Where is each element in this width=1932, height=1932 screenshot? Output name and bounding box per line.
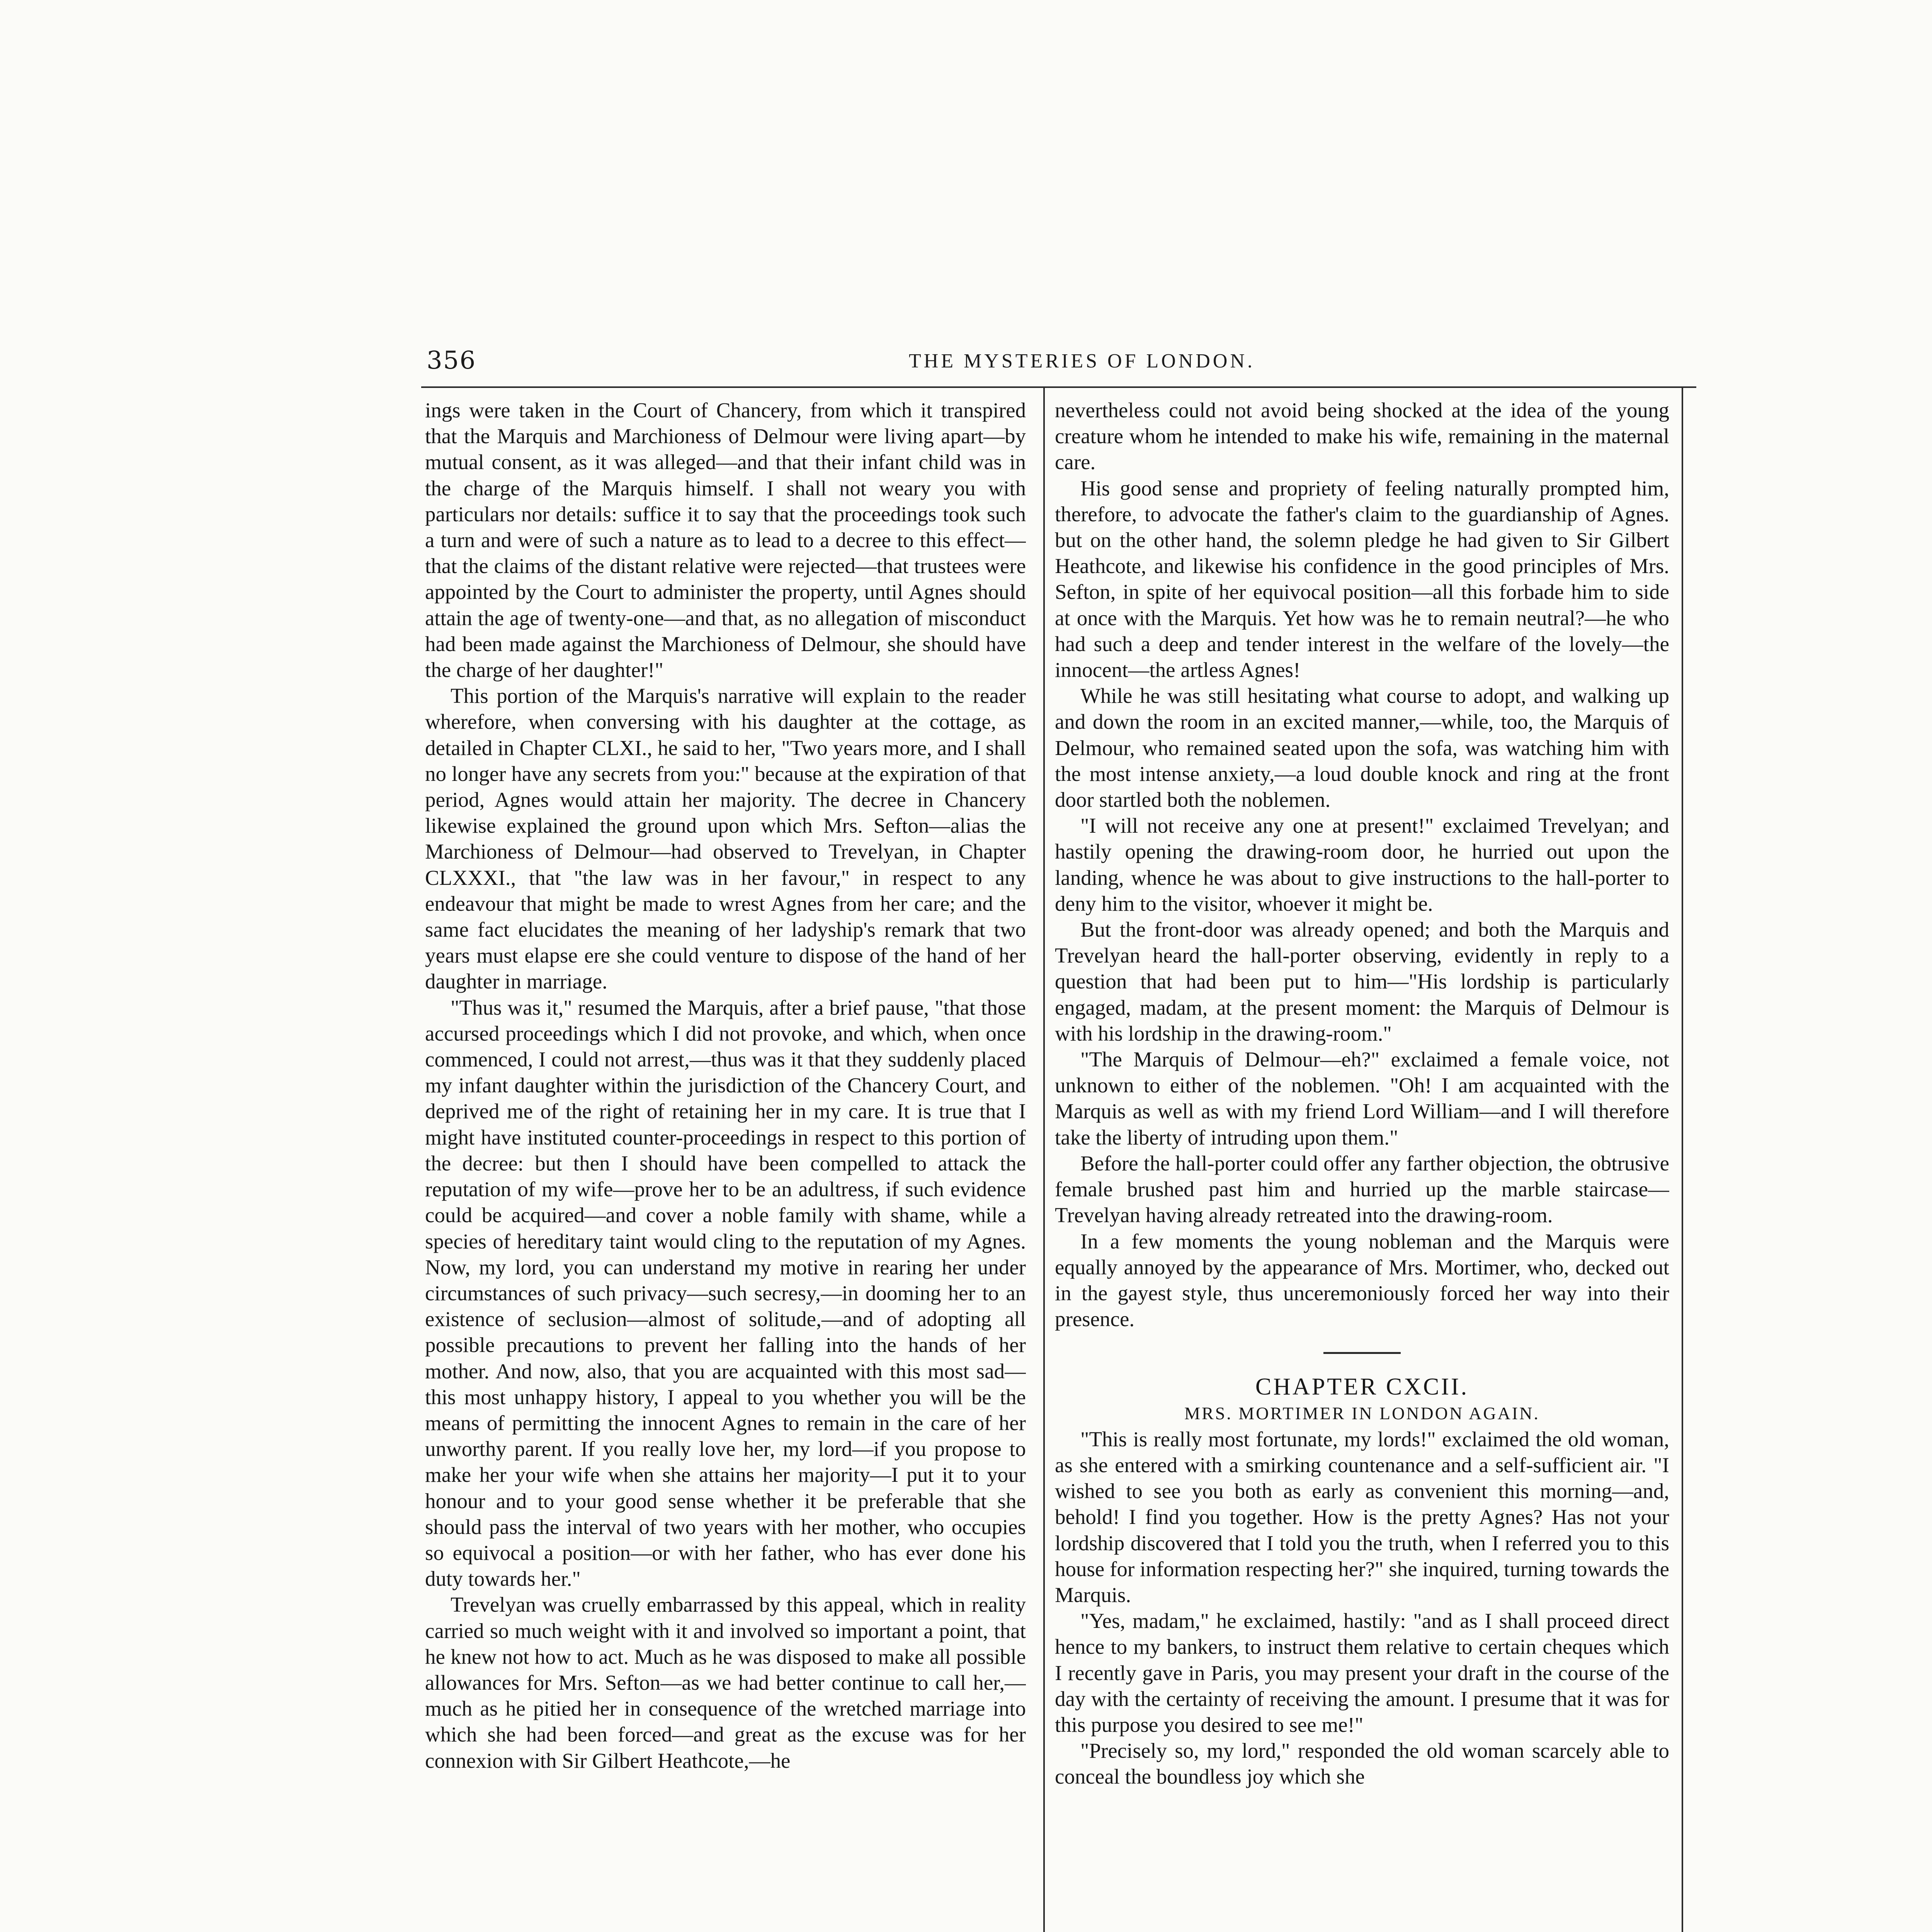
paragraph: While he was still hesitating what course to adopt, and walking up and down the room in an excited manner,—while, too, the Marquis of Delmour, who remained seated upon the sofa, was watching him with the most intense anxiety,—a loud double knock and ring at the front door startled both the noblemen.	[1055, 684, 1669, 812]
paragraph: nevertheless could not avoid being shocked at the idea of the young creature whom he intended to make his wife, remaining in the maternal care.	[1055, 398, 1669, 474]
paragraph: "The Marquis of Delmour—eh?" exclaimed a female voice, not unknown to either of the noblemen. "Oh! I am acquainted with the Marquis as well as with my friend Lord William—and I will therefore take the liberty of intruding upon them."	[1055, 1048, 1669, 1149]
paragraph: "This is really most fortunate, my lords!" exclaimed the old woman, as she entered with a smirking countenance and a self-sufficient air. "I wished to see you both as early as convenient this morning—and, behold! I find you together. How is the pretty Agnes? Has not your lordship discovered that I told you the truth, when I referred you to this house for information respecting her?" she inquired, turning towards the Marquis.	[1055, 1427, 1669, 1607]
right-column-upper-text	[1055, 397, 1669, 1332]
paragraph: Trevelyan was cruelly embarrassed by this appeal, which in reality carried so much weight with it and involved so important a point, that he knew not how to act. Much as he was disposed to make all possible allowances for Mrs. Sefton—as we had better continue to call her,—much as he pitied her in consequence of the wretched marriage into which she had been forced—and great as the excuse was for her connexion with Sir Gilbert Heathcote,—he	[425, 1593, 1026, 1772]
right-column-lower-text	[1055, 1426, 1669, 1790]
paragraph: But the front-door was already opened; and both the Marquis and Trevelyan heard the hall-porter observing, evidently in reply to a question that had been put to him—"His lordship is particularly engaged, madam, at the present moment: the Marquis of Delmour is with his lordship in the drawing-room."	[1055, 918, 1669, 1045]
paragraph: ings were taken in the Court of Chancery, from which it transpired that the Marquis and Marchioness of Delmour were living apart—by mutual consent, as it was alleged—and that their infant child was in the charge of the Marquis himself. I shall not weary you with particulars nor details: suffice it to say that the proceedings took such a turn and were of such a nature as to lead to a decree to this effect—that the claims of the distant relative were rejected—that trustees were appointed by the Court to administer the property, until Agnes should attain the age of twenty-one—and that, as no allegation of misconduct had been made against the Marchioness of Delmour, she should have the charge of her daughter!"	[425, 398, 1026, 682]
paragraph: "Thus was it," resumed the Marquis, after a brief pause, "that those accursed proceedings which I did not provoke, and which, when once commenced, I could not arrest,—thus was it that they suddenly placed my infant daughter within the jurisdiction of the Chancery Court, and deprived me of the right of retaining her in my care. It is true that I might have instituted counter-proceedings in respect to this portion of the decree: but then I should have been compelled to attack the reputation of my wife—prove her to be an adultress, if such evidence could be acquired—and cover a noble family with shame, while a species of hereditary taint would cling to the reputation of my Agnes. Now, my lord, you can understand my motive in rearing her under circumstances of such privacy—such secresy,—in dooming her to an existence of seclusion—almost of solitude,—and of adopting all possible precautions to prevent her falling into the hands of her mother. And now, also, that you are acquainted with this most sad—this most unhappy history, I appeal to you whether you will be the means of permitting the innocent Agnes to remain in the care of her unworthy parent. If you really love her, my lord—if you propose to make her your wife when she attains her majority—I put it to your honour and to your good sense whether it be preferable that she should pass the interval of two years with her mother, who occupies so equivocal a position—or with her father, who has ever done his duty towards her."	[425, 995, 1026, 1591]
page-number: 356	[427, 346, 476, 375]
chapter-separator-rule	[1323, 1352, 1401, 1354]
paragraph: "Precisely so, my lord," responded the old woman scarcely able to conceal the boundless joy which she	[1055, 1739, 1669, 1789]
right-border-rule	[1682, 388, 1683, 1932]
column-divider	[1043, 388, 1045, 1932]
running-head: THE MYSTERIES OF LONDON.	[909, 350, 1255, 372]
chapter-subtitle: MRS. MORTIMER IN LONDON AGAIN.	[1184, 1403, 1540, 1423]
paragraph: "I will not receive any one at present!" exclaimed Trevelyan; and hastily opening the drawing-room door, he hurried out upon the landing, whence he was about to give instructions to the hall-porter to deny him to the visitor, whoever it might be.	[1055, 814, 1669, 915]
paragraph: Before the hall-porter could offer any farther objection, the obtrusive female brushed past him and hurried up the marble staircase—Trevelyan having already retreated into the drawing-room.	[1055, 1151, 1669, 1227]
paragraph: His good sense and propriety of feeling naturally prompted him, therefore, to advocate the father's claim to the guardianship of Agnes. but on the other hand, the solemn pledge he had given to Sir Gilbert Heathcote, and likewise his confidence in the good principles of Mrs. Sefton, in spite of her equivocal position—all this forbade him to side at once with the Marquis. Yet how was he to remain neutral?—he who had such a deep and tender interest in the welfare of the lovely—the innocent—the artless Agnes!	[1055, 476, 1669, 682]
right-text-column	[1055, 397, 1669, 1932]
paragraph: "Yes, madam," he exclaimed, hastily: "and as I shall proceed direct hence to my bankers, to instruct them relative to certain cheques which I recently gave in Paris, you may present your draft in the course of the day with the certainty of receiving the amount. I presume that it was for this purpose you desired to see me!"	[1055, 1609, 1669, 1736]
chapter-title: CHAPTER CXCII.	[1255, 1374, 1469, 1400]
paragraph: In a few moments the young nobleman and the Marquis were equally annoyed by the appearance of Mrs. Mortimer, who, decked out in the gayest style, thus unceremoniously forced her way into their presence.	[1055, 1229, 1669, 1331]
paragraph: This portion of the Marquis's narrative will explain to the reader wherefore, when conversing with his daughter at the cottage, as detailed in Chapter CLXI., he said to her, "Two years more, and I shall no longer have any secrets from you:" because at the expiration of that period, Agnes would attain her majority. The decree in Chancery likewise explained the ground upon which Mrs. Sefton—alias the Marchioness of Delmour—had observed to Trevelyan, in Chapter CLXXXI., that "the law was in her favour," in respect to any endeavour that might be made to wrest Agnes from her care; and the same fact elucidates the meaning of her ladyship's remark that two years must elapse ere she could venture to dispose of the hand of her daughter in marriage.	[425, 684, 1026, 993]
header-rule	[421, 386, 1696, 388]
left-text-column	[425, 397, 1026, 1932]
